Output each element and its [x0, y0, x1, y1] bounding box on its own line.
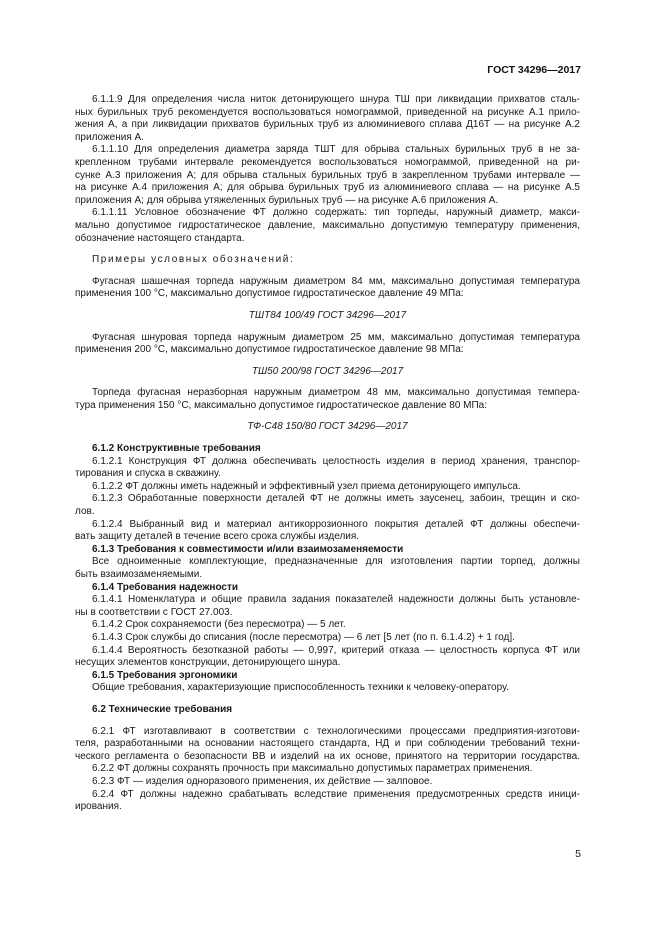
- text-line: 6.1.1.9 Для определения числа ниток детонирующего шнура ТШ при ликвидации прихватов сталь-: [92, 94, 580, 105]
- text-line: применения 200 °С, максимально допустимое гидростатическое давление 98 МПа:: [75, 344, 464, 356]
- text-line: вать защиту деталей в течение всего срока службы изделия.: [75, 531, 360, 543]
- text-line: 6.1.4.4 Вероятность безотказной работы — 0,997, критерий отказа — целостность корпуса ФТ или: [92, 644, 580, 656]
- text-line: Торпеда фугасная неразборная наружным диаметром 48 мм, максимально допустимая темпера-: [92, 387, 580, 399]
- section-heading: 6.1.4 Требования надежности: [92, 581, 239, 593]
- text-line: применения 100 °С, максимально допустимое гидростатическое давление 49 МПа:: [75, 288, 464, 300]
- designation-example: ТШ50 200/98 ГОСТ 34296—2017: [251, 365, 404, 377]
- text-line: 6.1.2.2 ФТ должны иметь надежный и эффективный узел приема детонирующего импульса.: [92, 480, 521, 492]
- text-line: обозначение настоящего стандарта.: [75, 232, 245, 244]
- text-line: крепленном трубами интервале рекомендуется воспользоваться номограммой, приведенной на ри-: [75, 156, 580, 168]
- text-line: 6.1.4.1 Номенклатура и общие правила задания показателей надежности должны быть установле-: [92, 594, 580, 606]
- section-heading: 6.1.3 Требования к совместимости и/или взаимозаменяемости: [92, 543, 404, 555]
- text-line: 6.2.1 ФТ изготавливают в соответствии с технологическими процессами предприятия-изготови-: [92, 725, 580, 737]
- text-line: 6.1.4.3 Срок службы до списания (после пересмотра) — 6 лет [5 лет (по п. 6.1.4.2) + 1 год].: [92, 631, 515, 643]
- text-line: приложения А.: [75, 131, 144, 143]
- text-line: 6.1.4.2 Срок сохраняемости (без пересмотра) — 5 лет.: [92, 619, 346, 631]
- text-line: 6.1.1.11 Условное обозначение ФТ должно содержать: тип торпеды, наружный диаметр, макси-: [92, 207, 580, 219]
- text-line: мально допустимое гидростатическое давление, максимально допустимую температуру применения,: [75, 219, 580, 231]
- text-line: Примеры условных обозначений:: [92, 254, 295, 266]
- text-line: 6.1.1.10 Для определения диаметра заряда ТШТ для обрыва стальных бурильных труб в не за-: [92, 144, 580, 156]
- text-line: 6.2.2 ФТ должны сохранять прочность при максимально допустимых параметрах применения.: [92, 763, 533, 775]
- text-line: Общие требования, характеризующие приспособленность техники к человеку-оператору.: [92, 682, 509, 694]
- text-line: лов.: [75, 506, 95, 518]
- text-line: сунке А.3 приложения А; для обрыва стальных бурильных труб в закрепленном трубами интервале —: [75, 169, 580, 181]
- text-line: ческого регламента о безопасности ВВ и изделий на их основе, принятого на территории государства.: [75, 750, 580, 762]
- text-line: теля, разработанными на основании настоящего стандарта, НД и при соблюдении требований техни-: [75, 738, 580, 750]
- text-line: 6.2.4 ФТ должны надежно срабатывать вследствие применения предусмотренных средств иници-: [92, 788, 580, 800]
- text-line: тирования и спуска в скважину.: [75, 468, 221, 480]
- text-line: 6.1.2.4 Выбранный вид и материал антикоррозионного покрытия деталей ФТ должны обеспечи-: [92, 518, 580, 530]
- text-line: приложения А; для обрыва утяжеленных бурильных труб — на рисунке А.6 приложения А.: [75, 194, 499, 206]
- document-body: [75, 94, 580, 814]
- section-heading: 6.2 Технические требования: [92, 703, 233, 715]
- text-line: несущих элементов конструкции, детонирующего шнура.: [75, 657, 341, 669]
- text-line: ирования.: [75, 801, 122, 813]
- designation-example: ТШТ84 100/49 ГОСТ 34296—2017: [248, 309, 407, 321]
- text-line: 6.1.2.3 Обработанные поверхности деталей ФТ не должны иметь заусенец, забоин, трещин и ско-: [92, 493, 580, 505]
- text-line: Все одноименные комплектующие, предназначенные для изготовления партии торпед, должны: [92, 556, 580, 568]
- text-line: 6.1.2.1 Конструкция ФТ должна обеспечивать целостность изделия в период хранения, транспор-: [92, 455, 580, 467]
- text-line: ны в соответствии с ГОСТ 27.003.: [75, 606, 233, 618]
- text-line: жения А, а при ликвидации прихватов бурильных труб из алюминиевого сплава Д16Т — на рисунке А.2: [75, 119, 580, 131]
- document-header: ГОСТ 34296—2017: [487, 64, 581, 76]
- text-line: на рисунке А.4 приложения А; для обрыва бурильных труб из алюминиевого сплава — на рисунке А.5: [75, 182, 580, 194]
- designation-example: ТФ-С48 150/80 ГОСТ 34296—2017: [247, 421, 408, 433]
- text-line: тура применения 150 °С, максимально допустимое гидростатическое давление 80 МПа:: [75, 399, 488, 411]
- page-number: 5: [575, 848, 581, 860]
- text-line: ных бурильных труб рекомендуется воспользоваться номограммой, приведенной на рисунке А.1 прило-: [75, 106, 580, 118]
- text-line: быть взаимозаменяемыми.: [75, 569, 203, 580]
- section-heading: 6.1.2 Конструктивные требования: [92, 443, 261, 455]
- text-line: Фугасная шашечная торпеда наружным диаметром 84 мм, максимально допустимая температура: [92, 275, 580, 287]
- section-heading: 6.1.5 Требования эргономики: [92, 669, 238, 681]
- text-line: 6.2.3 ФТ — изделия одноразового применения, их действие — залповое.: [92, 775, 433, 787]
- text-line: Фугасная шнуровая торпеда наружным диаметром 25 мм, максимально допустимая температура: [92, 331, 580, 343]
